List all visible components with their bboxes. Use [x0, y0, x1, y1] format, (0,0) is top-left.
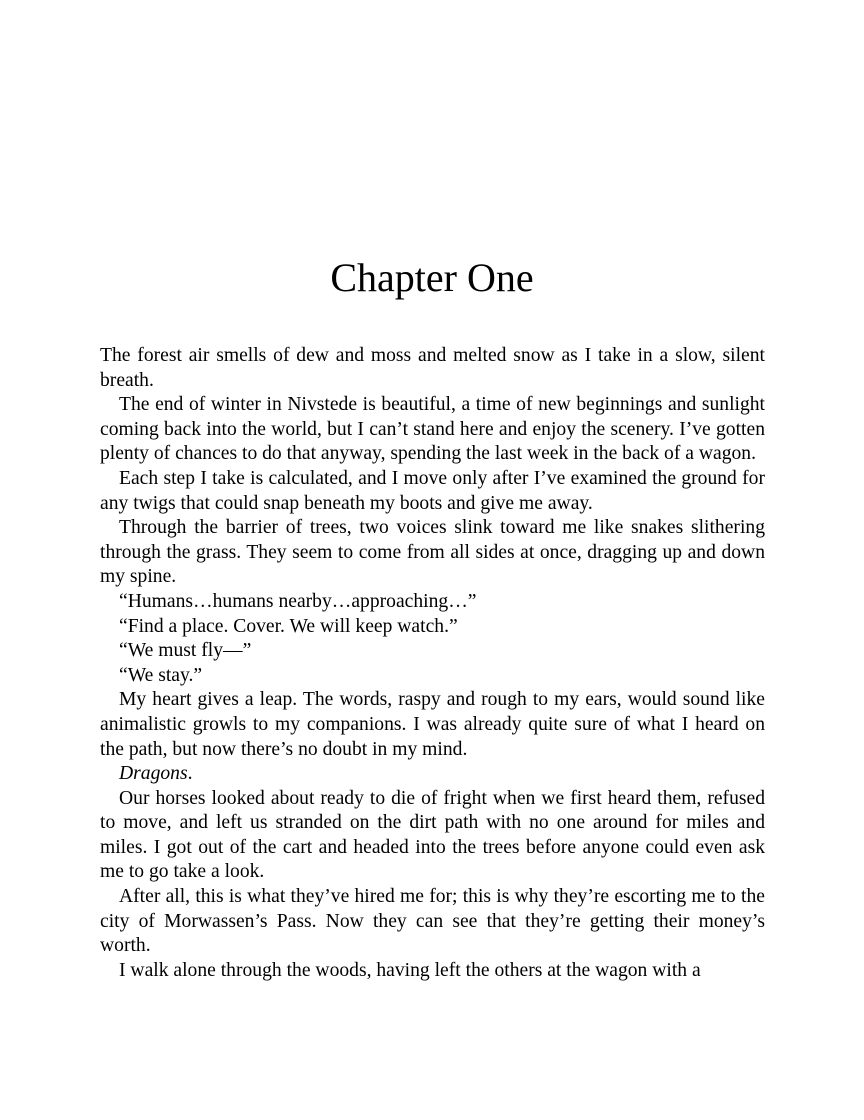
chapter-title: Chapter One [330, 255, 534, 300]
paragraph: The end of winter in Nivstede is beautiful, a time of new beginnings and sunlight coming back into the world, but I can’t stand here and enjoy the scenery. I’ve gotten plenty of chances to do that anyway, spending the last week in the back of a wagon. [100, 394, 765, 465]
dialogue-line: “Humans…humans nearby…approaching…” [119, 590, 477, 612]
dialogue-line: “We must fly—” [119, 640, 252, 662]
paragraph: Our horses looked about ready to die of fright when we first heard them, refused to move, and left us stranded on the dirt path with no one around for miles and miles. I got out of the cart and headed into the trees before anyone could even ask me to go take a look. [100, 787, 765, 883]
paragraph [100, 762, 765, 787]
paragraph: My heart gives a leap. The words, raspy and rough to my ears, would sound like animalistic growls to my companions. I was already quite sure of what I heard on the path, but now there’s no doubt in my mind. [100, 689, 765, 760]
dialogue-line: “Find a place. Cover. We will keep watch.” [119, 615, 458, 637]
paragraph-punctuation: . [187, 763, 193, 785]
chapter-body [100, 344, 765, 983]
emphasized-word: Dragons [119, 763, 188, 785]
paragraph: Through the barrier of trees, two voices slink toward me like snakes slithering through the grass. They seem to come from all sides at once, dragging up and down my spine. [100, 517, 765, 588]
paragraph: The forest air smells of dew and moss and melted snow as I take in a slow, silent breath. [100, 345, 765, 391]
dialogue-line: “We stay.” [119, 664, 203, 686]
paragraph: I walk alone through the woods, having left the others at the wagon with a [119, 959, 701, 981]
paragraph: After all, this is what they’ve hired me for; this is why they’re escorting me to the city of Morwassen’s Pass. Now they can see that they’re getting their money’s worth. [100, 886, 765, 957]
paragraph: Each step I take is calculated, and I move only after I’ve examined the ground for any twigs that could snap beneath my boots and give me away. [100, 467, 765, 514]
